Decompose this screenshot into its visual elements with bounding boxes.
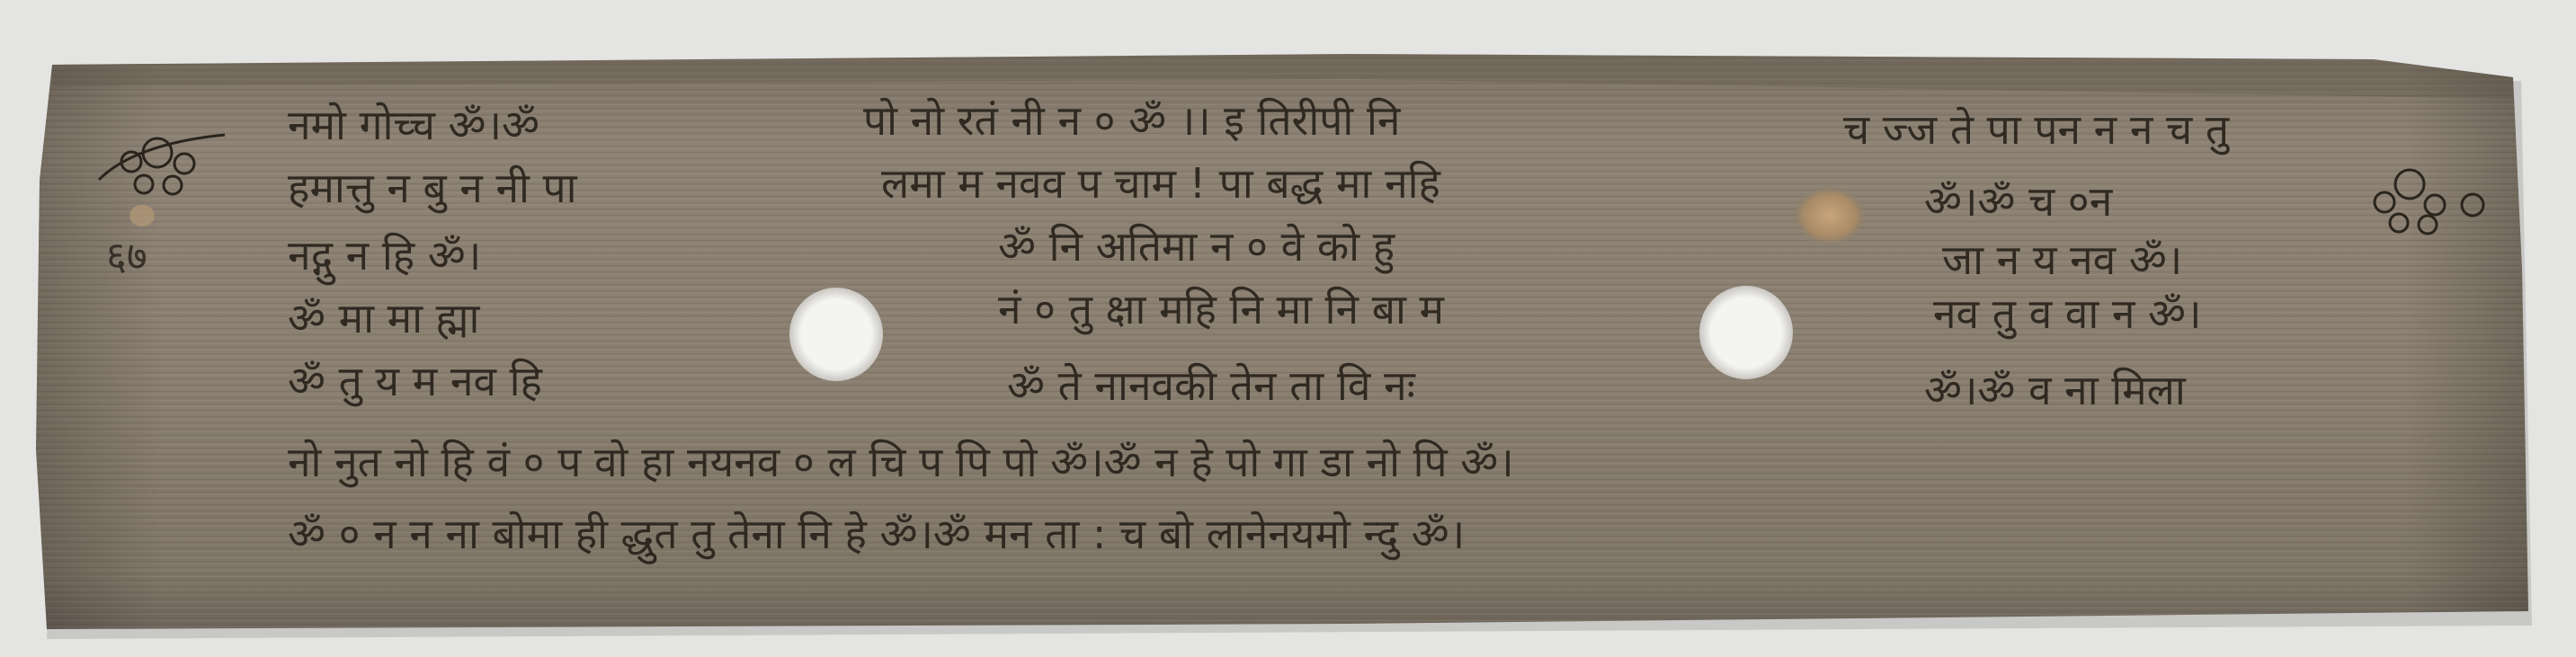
right-column-line-5: ॐ।ॐ व ना मिला bbox=[1924, 366, 2186, 414]
center-column-line-5: ॐ ते नानवकी तेन ता वि नः bbox=[1007, 361, 1415, 410]
stain-right bbox=[1792, 185, 1867, 246]
stain-left bbox=[129, 205, 155, 226]
full-line-1: नो नुत नो हि वं ० प वो हा नयनव ० ल चि प पि पो ॐ।ॐ न हे पो गा डा नो पि ॐ। bbox=[288, 438, 1514, 486]
right-column-line-4: नव तु व वा न ॐ। bbox=[1933, 289, 2202, 338]
right-column-line-1: च ज्ज ते पा पन न न च तु bbox=[1843, 105, 2230, 154]
string-hole-right bbox=[1699, 286, 1793, 379]
string-hole-left bbox=[789, 288, 883, 381]
left-column-line-4: ॐ मा मा ह्मा bbox=[288, 294, 480, 342]
full-line-2: ॐ ० न न ना बोमा ही द्धुत तु तेना नि हे ॐ।ॐ मन ता : च बो लानेनयमो न्दु ॐ। bbox=[288, 510, 1466, 558]
right-column-line-2: ॐ।ॐ च ०न bbox=[1924, 177, 2113, 226]
center-column-line-4: नं ० तु क्षा महि नि मा नि बा म bbox=[998, 285, 1445, 333]
center-column-line-2: लमा म नवव प चाम ! पा बद्ध मा नहि bbox=[881, 159, 1440, 208]
left-column-line-5: ॐ तु य म नव हि bbox=[288, 357, 542, 405]
left-column-line-2: हमात्तु न बु न नी पा bbox=[288, 164, 577, 212]
left-margin-mark: ६७ bbox=[106, 234, 147, 280]
left-column-line-3: नद्गु न हि ॐ। bbox=[288, 231, 482, 280]
center-column-line-3: ॐ नि अतिमा न ० वे को हु bbox=[998, 222, 1395, 271]
right-column-line-3: जा न य नव ॐ। bbox=[1942, 235, 2183, 284]
center-column-line-1: पो नो रतं नी न ० ॐ ।। इ तिरीपी नि bbox=[863, 96, 1401, 145]
left-column-line-1: नमो गोच्च ॐ।ॐ bbox=[288, 101, 539, 149]
